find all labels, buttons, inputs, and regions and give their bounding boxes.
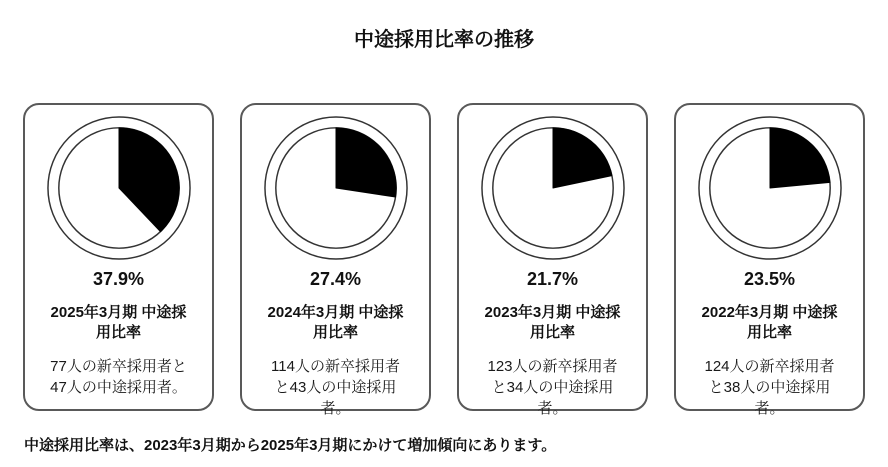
card-fy2024-03 [240, 103, 431, 417]
card-description: 124人の新卒採用者と38人の中途採用者。 [704, 358, 835, 417]
pie-slice [770, 128, 830, 188]
percent-value: 21.7% [526, 269, 579, 289]
pie-chart-fy2025-03 [45, 114, 193, 262]
card-title: 2025年3月期 中途採用比率 [50, 304, 187, 341]
card-fy2022-03 [674, 103, 865, 417]
card-title: 2024年3月期 中途採用比率 [267, 304, 404, 341]
percent-value: 23.5% [743, 269, 796, 289]
cards-row [23, 103, 865, 417]
pie-chart-fy2024-03 [262, 114, 410, 262]
card-description: 114人の新卒採用者と43人の中途採用者。 [271, 358, 400, 417]
card-title: 2022年3月期 中途採用比率 [701, 304, 838, 341]
footer-note: 中途採用比率は、2023年3月期から2025年3月期にかけて増加傾向にあります。 [24, 437, 557, 454]
card-title: 2023年3月期 中途採用比率 [484, 304, 621, 341]
card-fy2025-03 [23, 103, 214, 411]
pie-chart-fy2022-03 [696, 114, 844, 262]
card-fy2023-03 [457, 103, 648, 417]
percent-value: 27.4% [309, 269, 362, 289]
percent-value: 37.9% [92, 269, 145, 289]
page-title: 中途採用比率の推移 [354, 29, 534, 51]
pie-chart-fy2023-03 [479, 114, 627, 262]
card-description: 123人の新卒採用者と34人の中途採用者。 [487, 358, 618, 417]
card-description: 77人の新卒採用者と47人の中途採用者。 [50, 358, 187, 396]
